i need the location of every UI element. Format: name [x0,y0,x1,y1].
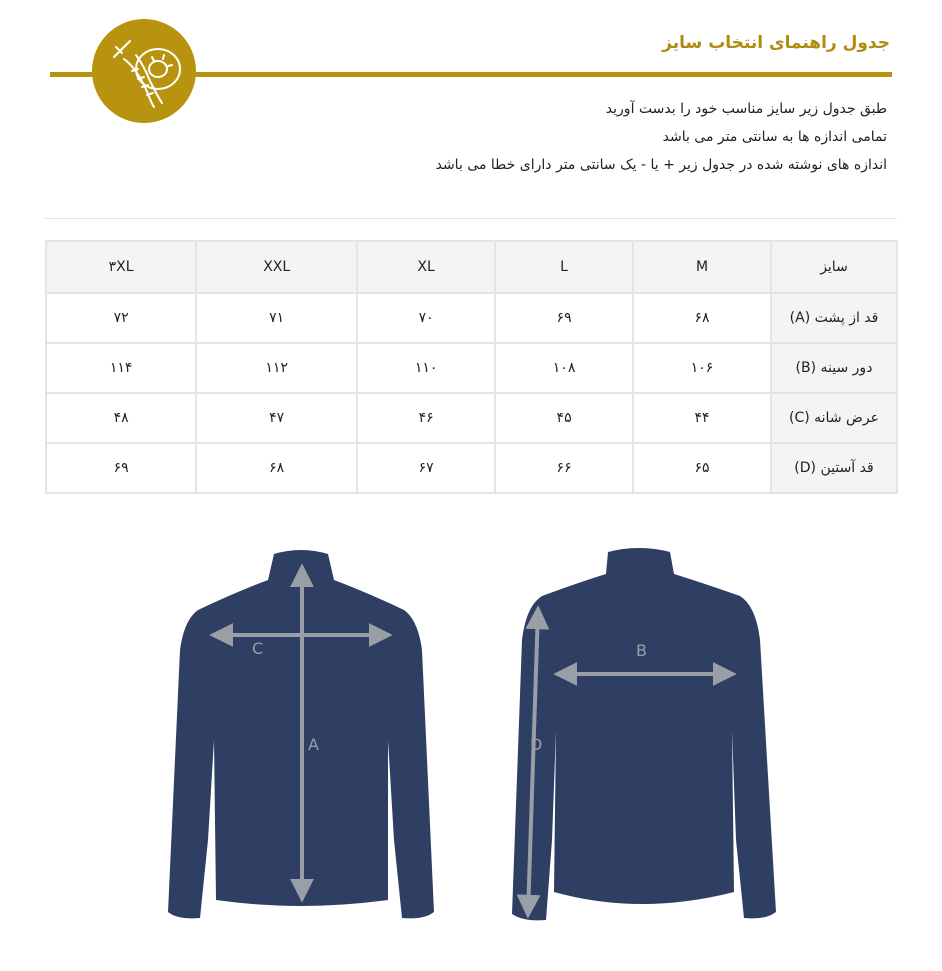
table-cell: ۱۱۴ [46,343,196,393]
table-cell: ۱۱۲ [196,343,357,393]
table-cell: ۶۹ [495,293,633,343]
table-cell: ۴۷ [196,393,357,443]
table-cell: ۱۱۰ [357,343,495,393]
table-cell: ۶۷ [357,443,495,493]
table-cell: ۶۸ [633,293,771,343]
table-corner-cell: سایز [771,241,897,293]
column-header: L [495,241,633,293]
table-row [46,443,897,493]
table-cell: ۱۰۸ [495,343,633,393]
table-row [46,393,897,443]
row-label: قد از پشت (A) [771,293,897,343]
column-header: XXL [196,241,357,293]
page-title: جدول راهنمای انتخاب سایز [662,33,890,53]
intro-line: طبق جدول زیر سایز مناسب خود را بدست آورید [605,101,887,117]
measuring-tape-icon [92,19,196,123]
intro-text [436,95,887,179]
intro-line: اندازه های نوشته شده در جدول زیر + یا - یک سانتی متر دارای خطا می باشد [435,157,887,173]
table-cell: ۷۰ [357,293,495,343]
measure-label-c: C [252,639,264,658]
table-cell: ۶۵ [633,443,771,493]
size-table [45,240,898,494]
garment-back-view [166,540,436,925]
table-row [46,293,897,343]
table-cell: ۴۴ [633,393,771,443]
table-cell: ۶۶ [495,443,633,493]
table-cell: ۶۸ [196,443,357,493]
table-cell: ۷۱ [196,293,357,343]
table-cell: ۴۵ [495,393,633,443]
table-row [46,343,897,393]
garment-front-view [510,540,780,925]
row-label: قد آستین (D) [771,443,897,493]
measuring-tape-badge [92,19,196,123]
table-cell: ۴۸ [46,393,196,443]
row-label: دور سینه (B) [771,343,897,393]
measure-label-d: D [530,735,543,754]
table-header-row [46,241,897,293]
measure-label-a: A [308,735,319,754]
row-label: عرض شانه (C) [771,393,897,443]
intro-line: تمامی اندازه ها به سانتی متر می باشد [662,129,887,145]
table-cell: ۱۰۶ [633,343,771,393]
table-cell: ۶۹ [46,443,196,493]
garment-body [512,548,776,920]
column-header: M [633,241,771,293]
table-cell: ۷۲ [46,293,196,343]
table-cell: ۴۶ [357,393,495,443]
section-divider [45,218,897,219]
column-header: XL [357,241,495,293]
column-header: ۳XL [46,241,196,293]
measure-label-b: B [636,641,647,660]
